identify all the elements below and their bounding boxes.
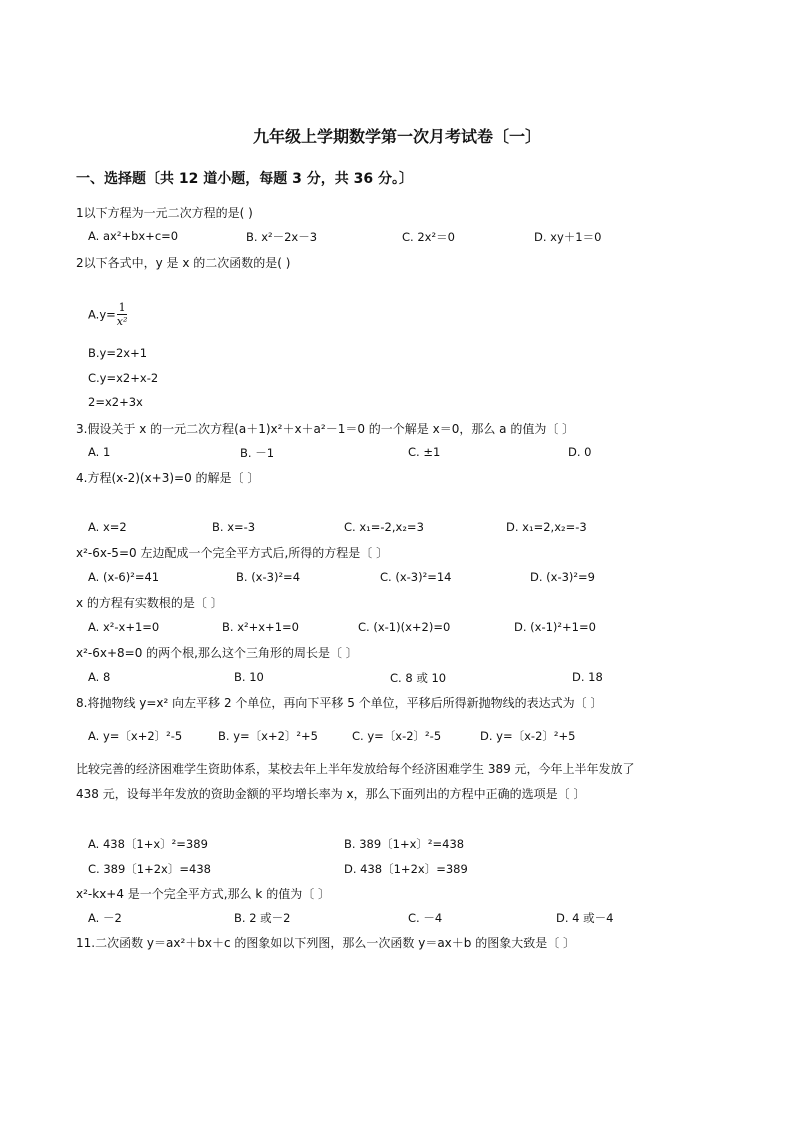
- question-9-option-a: A. 438〔1+x〕²=389: [88, 837, 208, 851]
- fraction: [117, 302, 128, 328]
- question-6-option-d: D. (x-1)²+1=0: [514, 620, 596, 634]
- question-6-option-b: B. x²+x+1=0: [222, 620, 299, 634]
- question-10-option-c: C. －4: [408, 911, 443, 925]
- question-7-option-c: C. 8 或 10: [390, 671, 447, 685]
- question-5-option-a: A. (x-6)²=41: [88, 570, 160, 584]
- question-5-option-b: B. (x-3)²=4: [236, 570, 301, 584]
- question-9-stem-line-1: 比较完善的经济困难学生资助体系，某校去年上半年发放给每个经济困难学生 389 元，今年上半年发放了: [76, 762, 635, 776]
- question-5-stem: x²-6x-5=0 左边配成一个完全平方式后,所得的方程是〔 〕: [76, 546, 389, 560]
- question-4-option-c: C. x₁=-2,x₂=3: [344, 520, 424, 534]
- question-9-option-b: B. 389〔1+x〕²=438: [344, 837, 465, 851]
- question-8-option-c: C. y=〔x-2〕²-5: [352, 729, 442, 743]
- question-9-stem-line-2: 438 元，设每半年发放的资助金额的平均增长率为 x，那么下面列出的方程中正确的选项是〔 〕: [76, 787, 586, 801]
- question-1-stem: 1以下方程为一元二次方程的是( ): [76, 206, 253, 220]
- question-3-option-d: D. 0: [568, 445, 592, 459]
- question-7-option-d: D. 18: [572, 670, 603, 684]
- question-8-option-a: A. y=〔x+2〕²-5: [88, 729, 183, 743]
- question-2-option-b: B.y=2x+1: [88, 346, 148, 360]
- question-6-stem: x 的方程有实数根的是〔 〕: [76, 596, 223, 610]
- question-4-option-b: B. x=-3: [212, 520, 256, 534]
- question-2-option-c: C.y=x2+x-2: [88, 371, 159, 385]
- fraction-numerator: 1: [118, 301, 126, 314]
- question-11-stem: 11.二次函数 y＝ax²＋bx＋c 的图象如以下列图，那么一次函数 y＝ax＋b 的图象大致是〔 〕: [76, 936, 576, 950]
- question-8-option-b: B. y=〔x+2〕²+5: [218, 729, 318, 743]
- question-10-option-d: D. 4 或－4: [556, 911, 614, 925]
- question-9-option-d: D. 438〔1+2x〕=389: [344, 862, 468, 876]
- question-7-option-b: B. 10: [234, 670, 264, 684]
- question-7-stem: x²-6x+8=0 的两个根,那么这个三角形的周长是〔 〕: [76, 646, 358, 660]
- section-heading: 一、选择题〔共 12 道小题，每题 3 分，共 36 分。〕: [76, 171, 413, 187]
- fraction-denominator: x²: [116, 315, 128, 328]
- question-1-option-d: D. xy＋1＝0: [534, 230, 602, 244]
- question-3-option-c: C. ±1: [408, 445, 441, 459]
- question-8-option-d: D. y=〔x-2〕²+5: [480, 729, 576, 743]
- question-2-option-a: [88, 302, 127, 328]
- question-8-stem: 8.将抛物线 y=x² 向左平移 2 个单位，再向下平移 5 个单位，平移后所得新抛物线的表达式为〔 〕: [76, 696, 603, 710]
- question-10-option-a: A. －2: [88, 911, 122, 925]
- question-2-option-a-prefix: A.y=: [88, 307, 116, 322]
- question-3-option-b: B. －1: [240, 446, 275, 460]
- question-2-option-d: 2=x2+3x: [88, 395, 143, 409]
- page-title: 九年级上学期数学第一次月考试卷〔一〕: [252, 127, 541, 146]
- question-6-option-a: A. x²-x+1=0: [88, 620, 160, 634]
- question-4-stem: 4.方程(x-2)(x+3)=0 的解是〔 〕: [76, 471, 260, 485]
- question-5-option-d: D. (x-3)²=9: [530, 570, 595, 584]
- question-10-option-b: B. 2 或－2: [234, 911, 291, 925]
- question-1-option-b: B. x²－2x－3: [246, 230, 318, 244]
- question-3-option-a: A. 1: [88, 445, 111, 459]
- question-6-option-c: C. (x-1)(x+2)=0: [358, 620, 451, 634]
- question-4-option-d: D. x₁=2,x₂=-3: [506, 520, 587, 534]
- question-1-option-c: C. 2x²＝0: [402, 230, 455, 244]
- question-1-option-a: A. ax²+bx+c=0: [88, 229, 179, 243]
- question-5-option-c: C. (x-3)²=14: [380, 570, 452, 584]
- question-3-stem: 3.假设关于 x 的一元二次方程(a＋1)x²＋x＋a²－1＝0 的一个解是 x＝0，那么 a 的值为〔 〕: [76, 422, 575, 436]
- question-9-option-c: C. 389〔1+2x〕=438: [88, 862, 211, 876]
- question-7-option-a: A. 8: [88, 670, 111, 684]
- question-10-stem: x²-kx+4 是一个完全平方式,那么 k 的值为〔 〕: [76, 887, 331, 901]
- question-2-stem: 2以下各式中，y 是 x 的二次函数的是( ): [76, 256, 291, 270]
- question-4-option-a: A. x=2: [88, 520, 127, 534]
